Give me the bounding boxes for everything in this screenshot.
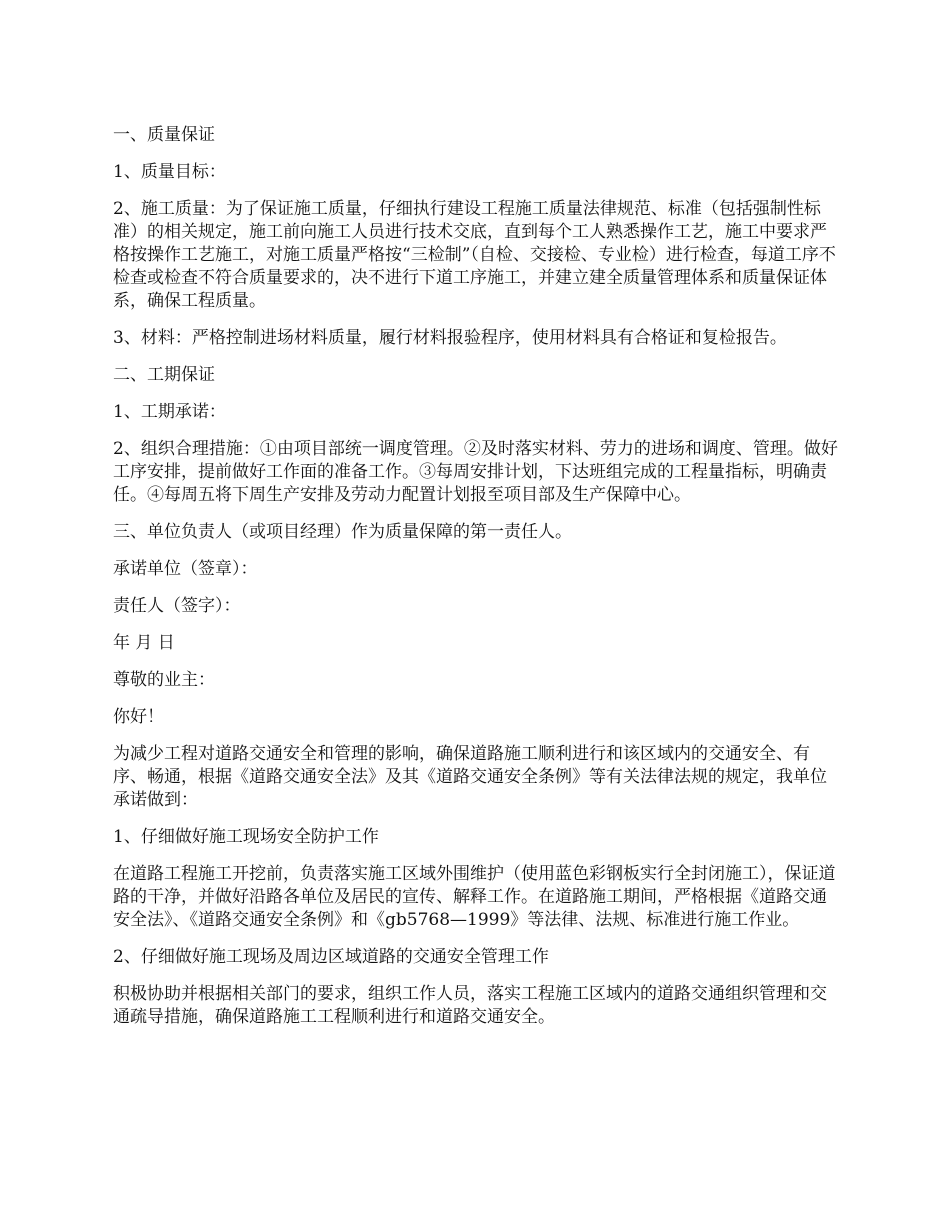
- salutation: 尊敬的业主：: [113, 670, 215, 690]
- traffic-intro-paragraph: 为减少工程对道路交通安全和管理的影响，确保道路施工顺利进行和该区域内的交通安全、有序、畅通，根据《道路交通安全法》及其《道路交通安全条例》等有关法律法规的规定，我单位承诺做到：: [113, 744, 827, 810]
- organization-measures-paragraph: 2、组织合理措施：①由项目部统一调度管理。②及时落实材料、劳力的进场和调度、管理。做好工序安排，提前做好工作面的准备工作。③每周安排计划，下达班组完成的工程量指标，明确责任。④每周五将下周生产安排及劳动力配置计划报至项目部及生产保障中心。: [113, 439, 838, 505]
- construction-quality-paragraph: 2、施工质量：为了保证施工质量，仔细执行建设工程施工质量法律规范、标准（包括强制性标准）的相关规定，施工前向施工人员进行技术交底，直到每个工人熟悉操作工艺，施工中要求严格按操作工艺施工，对施工质量严格按“三检制”（自检、交接检、专业检）进行检查，每道工序不检查或检查不符合质量要求的，决不进行下道工序施工，并建立建全质量管理体系和质量保证体系，确保工程质量。: [113, 199, 836, 311]
- site-safety-heading: 1、仔细做好施工现场安全防护工作: [113, 827, 379, 847]
- quality-target-paragraph: 1、质量目标：: [113, 162, 226, 182]
- committing-unit-line: 承诺单位（签章）：: [113, 559, 258, 579]
- materials-paragraph: 3、材料：严格控制进场材料质量，履行材料报验程序，使用材料具有合格证和复检报告。: [113, 328, 787, 348]
- traffic-management-heading: 2、仔细做好施工现场及周边区域道路的交通安全管理工作: [113, 947, 549, 967]
- responsible-person-paragraph: 三、单位负责人（或项目经理）作为质量保障的第一责任人。: [113, 522, 572, 542]
- document-body: [113, 124, 843, 1043]
- traffic-management-paragraph: 积极协助并根据相关部门的要求，组织工作人员，落实工程施工区域内的道路交通组织管理和交通疏导措施，确保道路施工工程顺利进行和道路交通安全。: [113, 984, 827, 1027]
- greeting: 你好！: [113, 707, 164, 727]
- section-heading-schedule: 二、工期保证: [113, 365, 215, 385]
- section-heading-quality: 一、质量保证: [113, 125, 215, 145]
- schedule-commitment-paragraph: 1、工期承诺：: [113, 402, 226, 422]
- signature-line: 责任人（签字）：: [113, 596, 241, 616]
- date-line: 年 月 日: [113, 633, 175, 653]
- site-safety-paragraph: 在道路工程施工开挖前，负责落实施工区域外围维护（使用蓝色彩钢板实行全封闭施工），保证道路的干净，并做好沿路各单位及居民的宣传、解释工作。在道路施工期间，严格根据《道路交通安全法》、《道路交通安全条例》和《gb5768—1999》等法律、法规、标准进行施工作业。: [113, 864, 836, 930]
